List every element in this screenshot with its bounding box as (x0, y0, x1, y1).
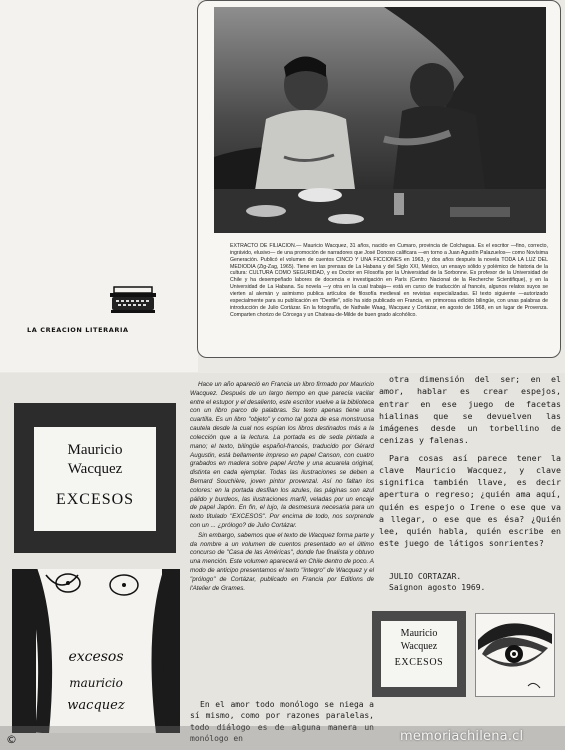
book-cover-small (372, 611, 466, 697)
article-paragraph-right-1: otra dimensión del ser; en el amor, hablar es crear espejos, entrar en ese juego de facetas hialinas que se devuelven las imágenes desde un torbellino de cenizas y falenas. (379, 374, 561, 446)
book-author-line2: Wacquez (67, 460, 123, 477)
hand-drawn-figure-icon (12, 569, 180, 733)
article-column-right (379, 373, 561, 555)
illustration-text-3: wacquez (67, 698, 125, 713)
article-paragraph-2: Sin embargo, sabemos que el texto de Wacquez forma parte y da nombre a un volumen de cuentos presentado en el último concurso de "Casa de las Américas", donde fue finalista y obtuvo una mención. Este volumen aparecerá en Chile dentro de poco. A modo de anticipo presentamos el texto "íntegro" de Wacquez y el "prólogo" de Cortázar, publicado en Francia por Editions de l'Atelier de Grames. (190, 531, 374, 592)
eye-illustration (475, 613, 555, 697)
signature-name: JULIO CORTAZAR. (389, 572, 462, 581)
article-paragraph-1: Hace un año apareció en Francia un libro firmado por Mauricio Wacquez. Después de un largo tiempo en que parecía vacilar entre el estupor y el desaliento, este escritor vuelve a la biblioteca con un libro parco de palabras. Su texto apenas tiene una cuartilla. Es un libro "objeto" y como tal goza de esa monstruosa cautela desde la cual nos espían los libros destinados más a la colección que a la lectura. La portada es de seda pintada a mano; el texto, bilingüe español-francés, traducido por Gérard Augustin, está bellamente impreso en papel Canson, con cuatro grabados en madera sobre papel Arche y una acuarela original, distinta en cada ejemplar. Todas las ilustraciones se deben a Bernard Souchière, joven pintor provenzal. Así no faltan los colores: en la portada desfilan los azules, las páginas son azul pálido y burdeos, las ilustraciones marfil, veladas por un encaje de papel Japón. En fin, el lujo, la desmesura necesaria para un texto titulado "EXCESOS". Por encima de todo, nos sorprende con un ... ¿prólogo? de Julio Cortázar. (190, 381, 374, 529)
photo-caption: EXTRACTO DE FILIACION.— Mauricio Wacquez, 31 años, nacido en Cumaro, provincia de Colchagua. Es el escritor —fino, correcto, ingrávido, elusivo— de una promoción de narradores que José Donoso calificara —en torno a Juan Agustín Palazuelos— como Novísima Generación. Publicó el volumen de cuentos CINCO Y UNA FICCIONES en 1963, y dos años después la novela TODA LA LUZ DEL MEDIODIA (Zig-Zag, 1965). Tiene en las prensas de La Habana y del Siglo XXI, México, un ensayo sólido y polémico de historia de la cultura: CULTURA COMO SEGURIDAD, y es Doctor en Filosofía por la Universidad de la Sorbonne. Es profesor de la Universidad de Chile y ha desempeñado labores de docencia e investigación en París (Centro Nacional de la Recherche Scientifique), y en la Universidad de La Habana. Su novela —y otra en la cual trabaja— está en curso de traducción al francés, algunos relatos suyos se vierten al alemán y asimismo publica artículos de filosofía medieval en revistas especializadas. El texto siguiente —autorizado especialmente para su publicación en "Desfile", sólo ha sido publicado en Francia, en primorosa edición bilingüe, con unas palabras de introducción de Julio Cortázar. En la fotografía, de Nathalie Waag, Wacquez y Cortázar, en agosto de 1968, en un lugar de Provenza. Comparten chorizo de Córcega y un Chateau-de-Milde de buen grado alcohólico. (230, 243, 548, 318)
eye-icon (476, 614, 554, 696)
small-book-author-line2: Wacquez (400, 640, 438, 652)
authors-photo (214, 7, 546, 233)
article-section (0, 373, 565, 750)
illustration-text-2: mauricio (69, 676, 123, 690)
signature-block (379, 571, 561, 593)
copyright-symbol: © (6, 733, 17, 746)
watermark-text[interactable]: memoriachilena.cl (400, 729, 524, 744)
typewriter-icon (108, 284, 158, 316)
book-cover-small-label (381, 621, 457, 687)
book-cover-label (34, 427, 156, 531)
small-book-title: EXCESOS (394, 657, 444, 668)
illustration-text-1: excesos (68, 649, 124, 665)
small-book-author-line1: Mauricio (400, 628, 438, 639)
book-author-line1: Mauricio (67, 442, 123, 458)
book-title: EXCESOS (55, 490, 135, 508)
book-cover-large (14, 403, 176, 553)
section-header-panel (0, 0, 198, 372)
cover-illustration (12, 569, 180, 733)
article-column-middle (190, 381, 374, 595)
article-paragraph-monologue: En el amor todo monólogo se niega a sí mismo, como por razones paralelas, todo diálogo es de alguna manera un monólogo en (190, 700, 374, 744)
article-paragraph-right-2: Para cosas así parece tener la clave Mauricio Wacquez, y clave significa también llave, es decir apertura o regreso; ¿quién ama aquí, quién es espejo o Irene o ese que va a llegar, o ese que es ésa? ¿Quién lee, quién habla, quién escribe en este juego de látigos sonrientes? (379, 452, 561, 549)
photo-frame (197, 0, 561, 358)
section-label: LA CREACION LITERARIA (27, 326, 129, 334)
signature-place: Saignon agosto 1969. (389, 583, 486, 593)
